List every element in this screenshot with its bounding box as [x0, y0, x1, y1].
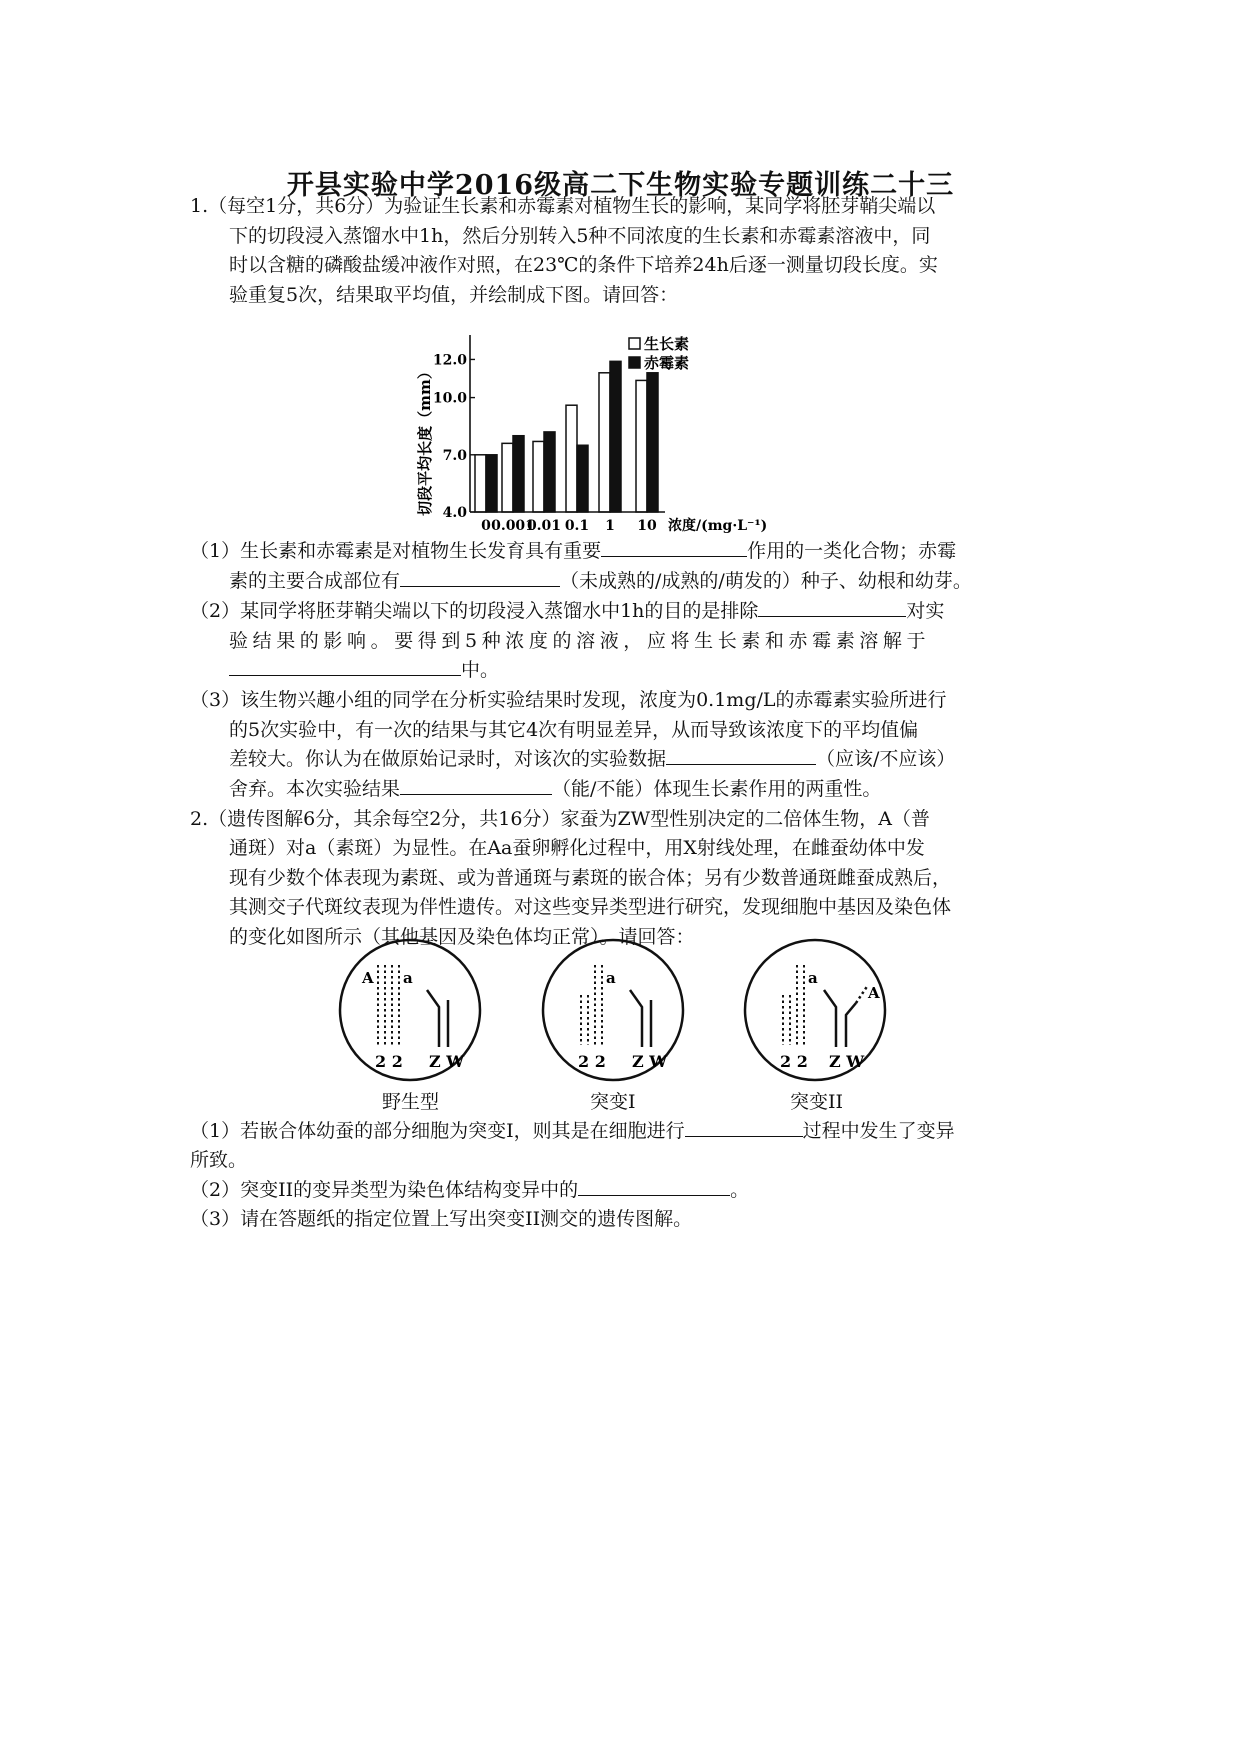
- q2-sub1-text-b: 过程中发生了变异: [802, 1120, 955, 1142]
- q2-sub1-text-a: （1）若嵌合体幼蚕的部分细胞为突变I，则其是在细胞进行: [190, 1120, 685, 1142]
- q2-sub1-line1: [190, 1117, 955, 1147]
- bar-赤霉素-0.001: [513, 436, 524, 512]
- answer-blank-q1-4[interactable]: [229, 657, 461, 676]
- bar-生长素-0.01: [533, 441, 544, 512]
- bar-生长素-10: [636, 380, 647, 512]
- y-tick-label: 4.0: [442, 505, 467, 521]
- gene-label-a: a: [808, 969, 818, 987]
- bar-生长素-0.001: [502, 443, 513, 512]
- bar-赤霉素-0: [486, 455, 497, 512]
- q1-sub3-line3: [229, 745, 955, 775]
- q1-sub3-line2: 的5次实验中，有一次的结果与其它4次有明显差异，从而导致该浓度下的平均值偏: [229, 719, 919, 741]
- q1-line-2: 下的切段浸入蒸馏水中1h，然后分别转入5种不同浓度的生长素和赤霉素溶液中，同: [229, 225, 931, 247]
- x-axis-label: 浓度/(mg·L⁻¹): [668, 518, 768, 534]
- legend-label-赤霉素: 赤霉素: [644, 354, 690, 372]
- answer-blank-q2-2[interactable]: [578, 1177, 730, 1196]
- q2-line-1: 2.（遗传图解6分，其余每空2分，共16分）家蚕为ZW型性别决定的二倍体生物，A（普: [190, 808, 930, 830]
- q1-sub1-line2: [229, 567, 972, 597]
- q2-sub2-text-b: 。: [730, 1179, 750, 1201]
- bar-生长素-1: [599, 373, 610, 512]
- x-tick-label: 10: [637, 518, 657, 534]
- answer-blank-q1-2[interactable]: [400, 568, 560, 587]
- q1-sub3-line1: （3）该生物兴趣小组的同学在分析实验结果时发现，浓度为0.1mg/L的赤霉素实验所进行: [190, 689, 947, 711]
- q1-sub2-text-a: （2）某同学将胚芽鞘尖端以下的切段浸入蒸馏水中1h的目的是排除: [190, 600, 759, 622]
- caption-mutation-2: 突变II: [790, 1091, 844, 1113]
- q1-sub3-text-c: 差较大。你认为在做原始记录时，对该次的实验数据: [229, 748, 667, 770]
- q1-sub3-text-f: （能/不能）体现生长素作用的两重性。: [552, 778, 882, 800]
- gene-label-A: A: [362, 969, 374, 987]
- bar-生长素-0.1: [566, 405, 577, 512]
- autosome-label: 2 2: [578, 1052, 606, 1071]
- y-tick-label: 7.0: [442, 447, 467, 464]
- legend-swatch-生长素: [629, 338, 640, 349]
- answer-blank-q1-6[interactable]: [400, 776, 552, 795]
- q1-sub1-text-c: 素的主要合成部位有: [229, 570, 401, 592]
- autosome-label: 2 2: [375, 1052, 403, 1071]
- gene-label-a: a: [403, 969, 413, 987]
- bar-赤霉素-0.01: [544, 432, 555, 512]
- q1-line-3: 时以含糖的磷酸盐缓冲液作对照，在23℃的条件下培养24h后逐一测量切段长度。实: [229, 254, 938, 276]
- page-title: 开县实验中学2016级高二下生物实验专题训练二十三: [286, 170, 955, 201]
- q2-sub2-line: [190, 1176, 749, 1206]
- x-tick-label: 0.001: [491, 518, 535, 534]
- q2-sub2-text-a: （2）突变II的变异类型为染色体结构变异中的: [190, 1179, 579, 1201]
- x-tick-label: 0.01: [526, 518, 562, 534]
- q1-sub1-text-d: （未成熟的/成熟的/萌发的）种子、幼根和幼芽。: [560, 570, 972, 592]
- q1-sub1-line1: [190, 537, 956, 567]
- sex-chromosome-label: Z W: [429, 1052, 465, 1071]
- x-tick-label: 1: [605, 518, 615, 534]
- q1-sub2-line1: [190, 597, 944, 627]
- bar-赤霉素-1: [610, 361, 621, 512]
- sex-chromosome-label: Z W: [829, 1052, 865, 1071]
- q2-line-3: 现有少数个体表现为素斑、或为普通斑与素斑的嵌合体；另有少数普通斑雌蚕成熟后，: [229, 867, 952, 889]
- y-axis-label: 切段平均长度（mm）: [416, 364, 434, 516]
- q1-sub1-text-b: 作用的一类化合物；赤霉: [747, 540, 957, 562]
- q1-sub2-text-b: 对实: [906, 600, 945, 622]
- q1-line-4: 验重复5次，结果取平均值，并绘制成下图。请回答：: [229, 284, 679, 306]
- q1-sub2-line3: [229, 656, 499, 686]
- autosome-label: 2 2: [780, 1052, 808, 1071]
- q1-line-1: 1.（每空1分，共6分）为验证生长素和赤霉素对植物生长的影响，某同学将胚芽鞘尖端以: [190, 195, 936, 217]
- q2-sub1-line2: 所致。: [190, 1149, 248, 1171]
- caption-mutation-1: 突变I: [590, 1091, 636, 1113]
- answer-blank-q1-1[interactable]: [601, 538, 747, 557]
- x-tick-label: 0: [481, 518, 491, 534]
- y-tick-label: 10.0: [432, 390, 467, 407]
- gene-label-A-on-W: A: [868, 984, 880, 1002]
- cell-diagram-mutation-2: [740, 935, 890, 1085]
- q1-sub3-line4: [229, 775, 881, 805]
- answer-blank-q1-5[interactable]: [666, 746, 816, 765]
- q1-sub3-text-e: 舍弃。本次实验结果: [229, 778, 401, 800]
- q2-sub3-line: （3）请在答题纸的指定位置上写出突变II测交的遗传图解。: [190, 1208, 693, 1230]
- q2-line-4: 其测交子代斑纹表现为伴性遗传。对这些变异类型进行研究，发现细胞中基因及染色体: [229, 896, 952, 918]
- answer-blank-q1-3[interactable]: [758, 598, 906, 617]
- answer-blank-q2-1[interactable]: [685, 1118, 803, 1137]
- sex-chromosome-label: Z W: [632, 1052, 668, 1071]
- q1-sub3-text-d: （应该/不应该）: [816, 748, 956, 770]
- bar-chart: [410, 330, 850, 540]
- cell-diagram-wild-type: [335, 935, 485, 1085]
- q1-sub1-text-a: （1）生长素和赤霉素是对植物生长发育具有重要: [190, 540, 602, 562]
- q2-line-5: 的变化如图所示（其他基因及染色体均正常）。请回答：: [229, 926, 695, 948]
- y-tick-label: 12.0: [432, 352, 467, 369]
- cell-diagram-mutation-1: [538, 935, 688, 1085]
- legend-swatch-赤霉素: [629, 357, 640, 368]
- q1-sub2-line2: 验结果的影响。要得到5种浓度的溶液，应将生长素和赤霉素溶解于: [229, 630, 931, 652]
- legend-label-生长素: 生长素: [644, 335, 690, 353]
- caption-wild-type: 野生型: [382, 1091, 440, 1113]
- bar-赤霉素-0.1: [577, 445, 588, 512]
- bar-生长素-0: [475, 455, 486, 512]
- bar-赤霉素-10: [647, 373, 658, 512]
- q1-sub2-text-d: 中。: [461, 659, 500, 681]
- gene-label-a: a: [606, 969, 616, 987]
- x-tick-label: 0.1: [564, 518, 590, 534]
- q2-line-2: 通斑）对a（素斑）为显性。在Aa蚕卵孵化过程中，用X射线处理，在雌蚕幼体中发: [229, 837, 925, 859]
